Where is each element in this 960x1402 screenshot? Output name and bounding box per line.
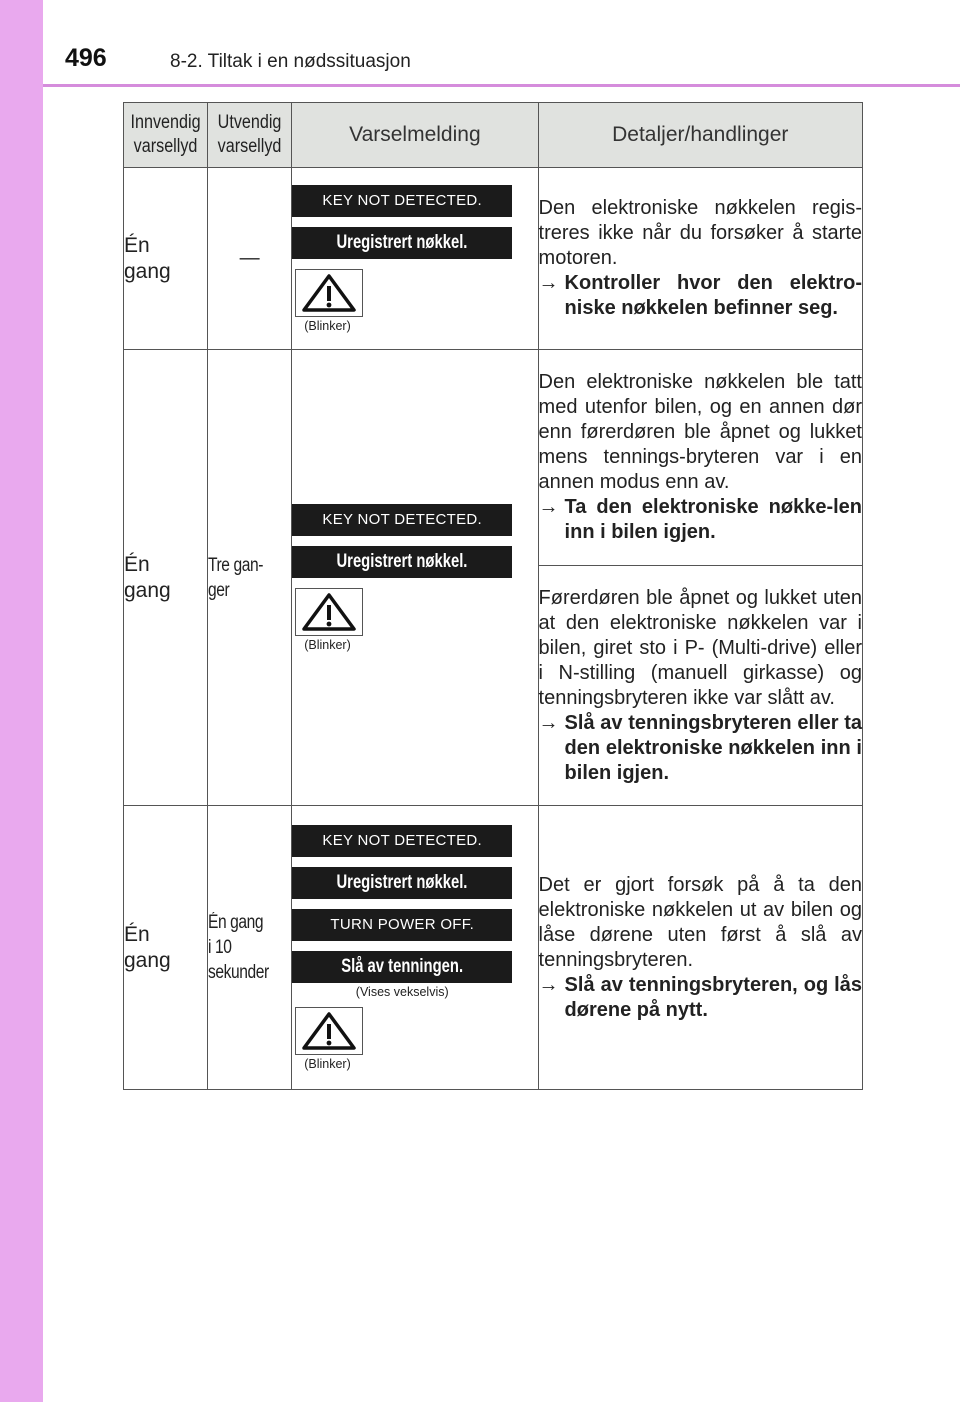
action-line: → Ta den elektroniske nøkke-len inn i bilen igjen. bbox=[538, 496, 862, 543]
message-display-cell bbox=[292, 806, 538, 1090]
warning-triangle-icon bbox=[295, 588, 363, 636]
details-cell: Den elektroniske nøkkelen ble tatt med utenfor bilen, og en annen dør enn førerdøren ble åpnet og lukket mens tennings-bryteren var i en annen modus enn av. → Ta den elektroniske nøkke-len inn i bilen igjen. bbox=[538, 350, 862, 566]
message-uregistrert-nokkel: Uregistrert nøkkel. bbox=[292, 867, 512, 899]
warning-caption: (Blinker) bbox=[304, 1056, 351, 1071]
message-key-not-detected: KEY NOT DETECTED. bbox=[292, 504, 512, 536]
arrow-icon: → bbox=[538, 272, 559, 294]
arrow-icon: → bbox=[538, 711, 559, 734]
details-cell: Førerdøren ble åpnet og lukket uten at den elektroniske nøkkelen var i bilen, giret sto i P- (Multi-drive) eller i N-stilling (manuell girkasse) og tenningsbryteren ikke var slått av. → Slå av tenningsbryteren eller ta den elektroniske nøkkelen inn i bilen igjen. bbox=[538, 566, 862, 806]
message-display-cell bbox=[292, 168, 538, 350]
header-details: Detaljer/handlinger bbox=[538, 103, 862, 168]
warning-caption: (Blinker) bbox=[304, 318, 351, 333]
page-number: 496 bbox=[65, 44, 107, 72]
table-header-row bbox=[124, 103, 863, 168]
action-line: → Slå av tenningsbryteren eller ta den elektroniske nøkkelen inn i bilen igjen. bbox=[538, 711, 862, 784]
alternating-caption: (Vises vekselvis) bbox=[355, 984, 449, 999]
warning-message-table bbox=[123, 102, 863, 1090]
warning-triangle-icon bbox=[295, 1007, 363, 1055]
section-title: 8-2. Tiltak i en nødssituasjon bbox=[170, 51, 411, 72]
warning-triangle-icon bbox=[295, 269, 363, 317]
header-interior-buzzer: Innvendig varsellyd bbox=[124, 103, 208, 168]
action-line: → Slå av tenningsbryteren, og lås dørene på nytt. bbox=[538, 973, 862, 1021]
message-uregistrert-nokkel: Uregistrert nøkkel. bbox=[292, 546, 512, 578]
header-exterior-buzzer: Utvendig varsellyd bbox=[208, 103, 292, 168]
side-tab-strip bbox=[0, 0, 43, 1402]
exterior-buzzer-cell: — bbox=[208, 168, 292, 350]
interior-buzzer-cell: Én gang bbox=[124, 168, 208, 350]
warning-caption: (Blinker) bbox=[304, 637, 351, 652]
message-sla-av-tenningen: Slå av tenningen. bbox=[292, 951, 512, 983]
interior-buzzer-cell: Én gang bbox=[124, 350, 208, 806]
exterior-buzzer-cell: Én gang i 10 sekunder bbox=[208, 806, 292, 1090]
action-line: → Kontroller hvor den elektro-niske nøkkelen befinner seg. bbox=[538, 272, 862, 319]
message-turn-power-off: TURN POWER OFF. bbox=[292, 909, 512, 941]
arrow-icon: → bbox=[538, 973, 559, 996]
message-key-not-detected: KEY NOT DETECTED. bbox=[292, 825, 512, 857]
table-row bbox=[124, 168, 863, 350]
details-cell: Den elektroniske nøkkelen regis-treres ikke når du forsøker å starte motoren. → Kontroller hvor den elektro-niske nøkkelen befinner seg. bbox=[538, 168, 862, 350]
header-warning-message: Varselmelding bbox=[292, 103, 538, 168]
message-key-not-detected: KEY NOT DETECTED. bbox=[292, 185, 512, 217]
interior-buzzer-cell: Én gang bbox=[124, 806, 208, 1090]
table-row bbox=[124, 806, 863, 1090]
header-rule bbox=[43, 84, 960, 87]
message-uregistrert-nokkel: Uregistrert nøkkel. bbox=[292, 227, 512, 259]
table-row bbox=[124, 350, 863, 566]
exterior-buzzer-cell: Tre gan- ger bbox=[208, 350, 292, 806]
arrow-icon: → bbox=[538, 496, 559, 518]
details-cell: Det er gjort forsøk på å ta den elektroniske nøkkelen ut av bilen og låse dørene uten først å slå av tenningsbryteren. → Slå av tenningsbryteren, og lås dørene på nytt. bbox=[538, 806, 862, 1090]
message-display-cell bbox=[292, 350, 538, 806]
